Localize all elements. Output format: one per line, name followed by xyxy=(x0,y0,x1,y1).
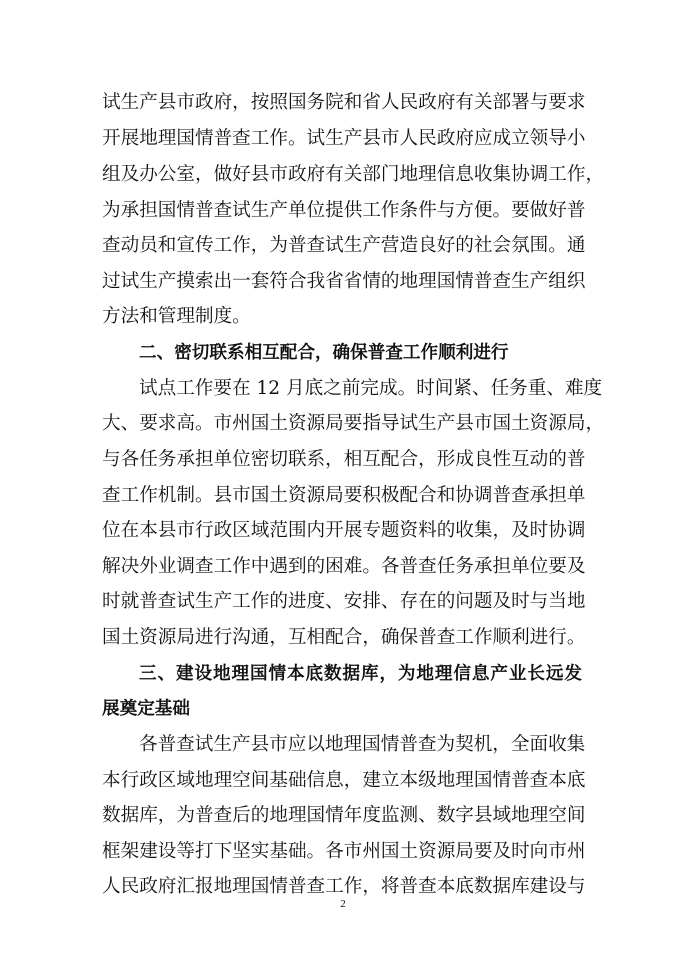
body-text-line: 试点工作要在 12 月底之前完成。时间紧、任务重、难度 xyxy=(139,378,603,399)
body-text-line: 过试生产摸索出一套符合我省省情的地理国情普查生产组织 xyxy=(102,271,586,292)
body-text-line: 数据库，为普查后的地理国情年度监测、数字县域地理空间 xyxy=(102,805,586,826)
body-text-line: 查动员和宣传工作，为普查试生产营造良好的社会氛围。通 xyxy=(102,235,586,256)
page-number: 2 xyxy=(340,898,346,910)
body-text-line: 各普查试生产县市应以地理国情普查为契机，全面收集 xyxy=(139,734,586,755)
body-text-line: 位在本县市行政区域范围内开展专题资料的收集，及时协调 xyxy=(102,520,586,541)
body-text-line: 方法和管理制度。 xyxy=(102,306,251,327)
section-heading: 三、建设地理国情本底数据库，为地理信息产业长远发 xyxy=(139,664,582,684)
section-heading: 展奠定基础 xyxy=(102,699,190,719)
section-heading: 二、密切联系相互配合，确保普查工作顺利进行 xyxy=(139,343,509,363)
body-text-line: 与各任务承担单位密切联系，相互配合，形成良性互动的普 xyxy=(102,449,586,470)
body-text-line: 国土资源局进行沟通，互相配合，确保普查工作顺利进行。 xyxy=(102,627,586,648)
body-text-line: 本行政区域地理空间基础信息，建立本级地理国情普查本底 xyxy=(102,770,586,791)
body-text-line: 大、要求高。市州国土资源局要指导试生产县市国土资源局， xyxy=(102,413,605,434)
body-text-line: 人民政府汇报地理国情普查工作，将普查本底数据库建设与 xyxy=(102,876,586,897)
body-text-line: 开展地理国情普查工作。试生产县市人民政府应成立领导小 xyxy=(102,128,586,149)
body-text-line: 框架建设等打下坚实基础。各市州国土资源局要及时向市州 xyxy=(102,841,586,862)
body-text-line: 为承担国情普查试生产单位提供工作条件与方便。要做好普 xyxy=(102,200,586,221)
body-text-line: 时就普查试生产工作的进度、安排、存在的问题及时与当地 xyxy=(102,591,586,612)
body-text-line: 组及办公室，做好县市政府有关部门地理信息收集协调工作， xyxy=(102,164,605,185)
body-text-line: 试生产县市政府，按照国务院和省人民政府有关部署与要求 xyxy=(102,92,586,113)
body-text-line: 查工作机制。县市国土资源局要积极配合和协调普查承担单 xyxy=(102,485,586,506)
body-text-line: 解决外业调查工作中遇到的困难。各普查任务承担单位要及 xyxy=(102,556,586,577)
